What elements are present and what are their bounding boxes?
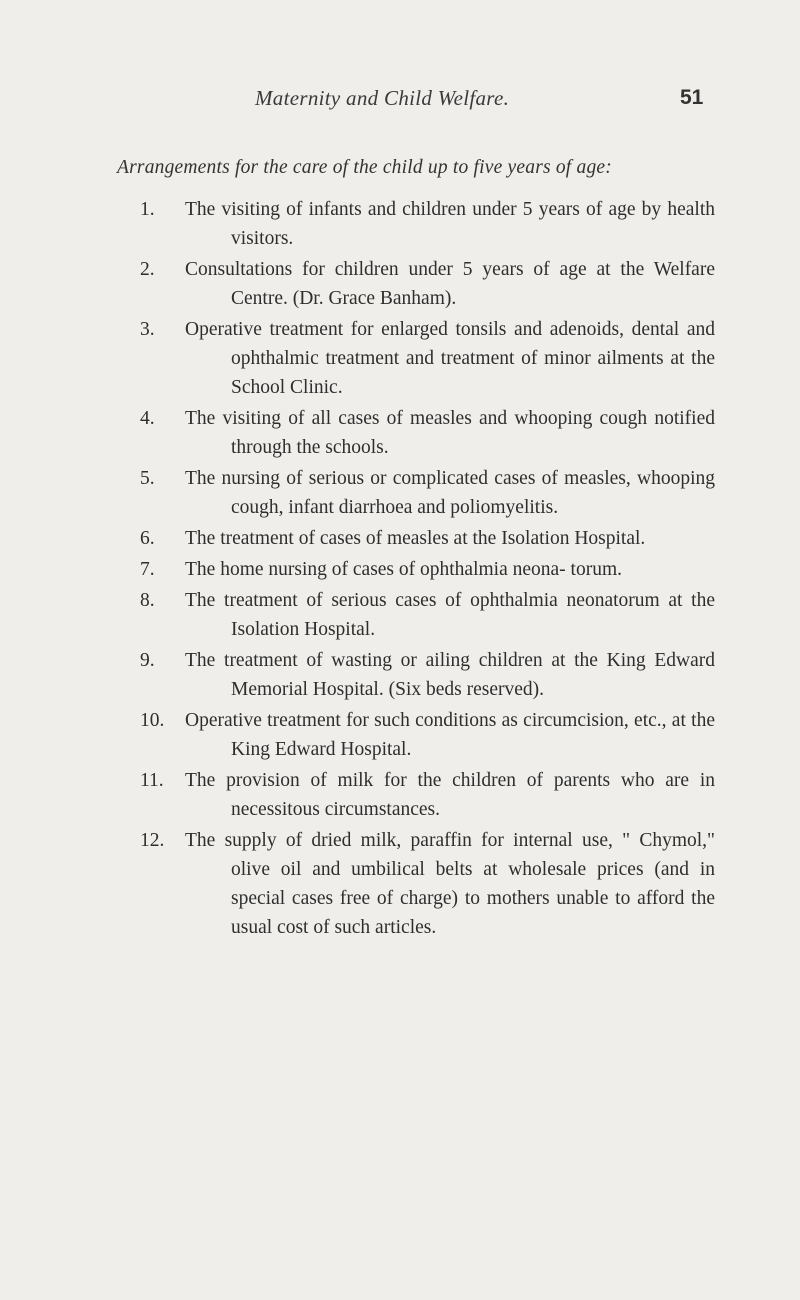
item-text: The treatment of serious cases of ophthalmia neonatorum at the Isolation Hospital. [185,590,715,640]
item-text: The nursing of serious or complicated cases of measles, whooping cough, infant diarrhoea and poliomyelitis. [185,468,715,518]
list-item [140,255,715,313]
list-item [140,766,715,824]
running-head [0,86,800,116]
page-number: 51 [680,86,704,109]
list-item [140,555,715,584]
item-number: 10. [140,710,165,731]
item-text: The home nursing of cases of ophthalmia neona- torum. [185,559,623,580]
list-item [140,826,715,942]
item-text: Consultations for children under 5 years of age at the Welfare Centre. (Dr. Grace Banham). [185,259,715,309]
item-number: 5. [140,468,155,489]
list-item [140,646,715,704]
item-number: 9. [140,650,155,671]
list-item [140,195,715,253]
arrangements-list [140,195,715,944]
item-number: 3. [140,319,155,340]
item-number: 4. [140,408,155,429]
running-title: Maternity and Child Welfare. [255,86,510,110]
list-item [140,315,715,402]
item-number: 12. [140,830,165,851]
item-number: 8. [140,590,155,611]
section-heading: Arrangements for the care of the child up to five years of age: [117,157,612,178]
item-number: 11. [140,770,164,791]
item-number: 6. [140,528,155,549]
item-number: 1. [140,199,155,220]
item-text: The supply of dried milk, paraffin for internal use, " Chymol," olive oil and umbilical belts at wholesale prices (and in special cases free of charge) to mothers unable to afford the usual cost of such articles. [185,830,715,938]
item-number: 2. [140,259,155,280]
item-text: The treatment of wasting or ailing children at the King Edward Memorial Hospital. (Six beds reserved). [185,650,715,700]
item-number: 7. [140,559,155,580]
item-text: The visiting of all cases of measles and whooping cough notified through the schools. [185,408,715,458]
list-item [140,464,715,522]
list-item [140,706,715,764]
item-text: Operative treatment for such conditions as circumcision, etc., at the King Edward Hospital. [185,710,715,760]
item-text: The visiting of infants and children under 5 years of age by health visitors. [185,199,715,249]
list-item [140,524,715,553]
list-item [140,404,715,462]
item-text: Operative treatment for enlarged tonsils and adenoids, dental and ophthalmic treatment and treatment of minor ailments at the School Clinic. [185,319,715,398]
item-text: The treatment of cases of measles at the Isolation Hospital. [185,528,646,549]
list-item [140,586,715,644]
item-text: The provision of milk for the children of parents who are in necessitous circumstances. [185,770,715,820]
